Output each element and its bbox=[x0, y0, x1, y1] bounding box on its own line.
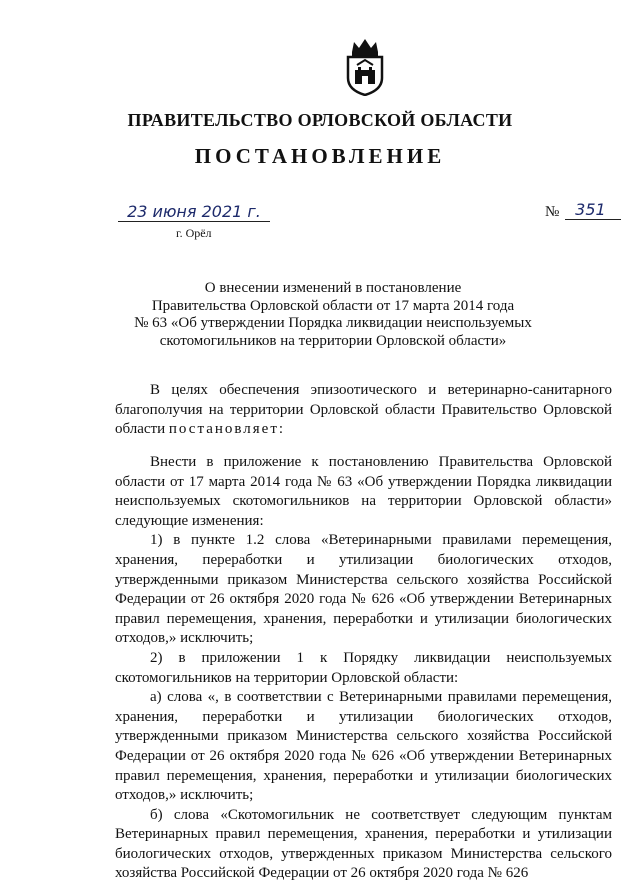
preamble-tail: : bbox=[278, 421, 284, 438]
subject-line: Правительства Орловской области от 17 марта 2014 года bbox=[151, 297, 515, 314]
subject-line: О внесении изменений в постановление bbox=[204, 280, 462, 296]
body-paragraph: а) слова «, в соответствии с Ветеринарными правилами перемещения, хранения, переработки и утилизации биологических отходов, утвержденными приказом Министерства сельского хозяйства Российской Федерации от 26 октября 2020 года № 626 «Об утверждении Ветеринарных правил перемещения, хранения, переработки и утилизации биологических отходов,» исключить; bbox=[115, 689, 612, 804]
document-number-value: 351 bbox=[575, 200, 606, 219]
document-number-label: № bbox=[545, 204, 560, 220]
document-subject bbox=[100, 280, 566, 350]
document-body bbox=[115, 453, 612, 884]
government-name: ПРАВИТЕЛЬСТВО ОРЛОВСКОЙ ОБЛАСТИ bbox=[127, 110, 513, 130]
body-paragraph: 1) в пункте 1.2 слова «Ветеринарными правилами перемещения, хранения, переработки и утилизации биологических отходов, утвержденными приказом Министерства сельского хозяйства Российской Федерации от 26 октября 2020 года № 626 «Об утверждении Ветеринарных правил перемещения, хранения, переработки и утилизации биологических отходов,» исключить; bbox=[115, 532, 612, 647]
preamble-text: В целях обеспечения эпизоотического и ветеринарно-санитарного благополучия на территории Орловской области Правительство Орловской области bbox=[115, 382, 612, 438]
subject-line: скотомогильников на территории Орловской области» bbox=[159, 332, 507, 349]
document-city: г. Орёл bbox=[176, 226, 212, 240]
preamble-paragraph bbox=[115, 381, 612, 440]
preamble bbox=[115, 381, 612, 440]
document-type-title: ПОСТАНОВЛЕНИЕ bbox=[194, 144, 446, 168]
body-paragraph: Внести в приложение к постановлению Правительства Орловской области от 17 марта 2014 года № 63 «Об утверждении Порядка ликвидации неиспользуемых скотомогильников на территории Орловской области» следующие изменения: bbox=[115, 454, 612, 529]
body-paragraph: б) слова «Скотомогильник не соответствует следующим пунктам Ветеринарных правил перемещения, хранения, переработки и утилизации биологических отходов, утвержденных приказом Министерства сельского хозяйства Российской Федерации от 26 октября 2020 года № 626 bbox=[115, 806, 612, 882]
preamble-spaced-word: постановляет bbox=[168, 421, 279, 438]
subject-line: № 63 «Об утверждении Порядка ликвидации неиспользуемых bbox=[134, 315, 532, 331]
document-number bbox=[565, 201, 621, 220]
document-date: 23 июня 2021 г. bbox=[118, 203, 270, 222]
coat-of-arms-icon bbox=[342, 38, 388, 96]
body-paragraph: 2) в приложении 1 к Порядку ликвидации неиспользуемых скотомогильников на территории Орловской области: bbox=[115, 649, 612, 686]
